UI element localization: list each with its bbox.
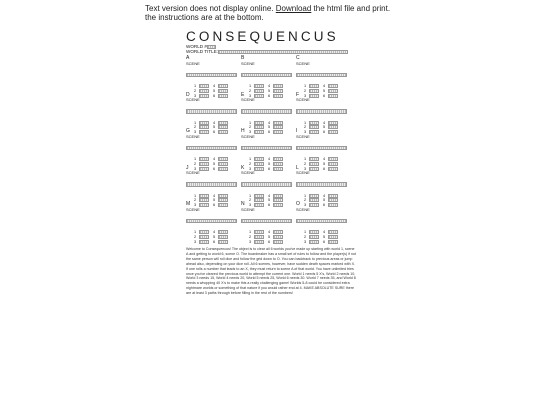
- scene-label: SCENE: [296, 170, 310, 175]
- roll-number: 1: [303, 230, 307, 234]
- roll-number: 6: [322, 93, 326, 98]
- roll-number: 4: [322, 230, 326, 234]
- scene-cell: [296, 128, 351, 171]
- roll-number: 6: [322, 166, 326, 171]
- roll-number: 4: [212, 157, 216, 161]
- world-title-blank[interactable]: [218, 50, 348, 54]
- roll-target-blank[interactable]: [199, 240, 209, 244]
- roll-target-blank[interactable]: [254, 240, 264, 244]
- game-sheet: [186, 29, 352, 244]
- roll-number: 6: [267, 93, 271, 98]
- roll-target-blank[interactable]: [273, 121, 283, 125]
- roll-number: 3: [303, 130, 307, 135]
- roll-number: 3: [303, 93, 307, 98]
- roll-number: 4: [322, 157, 326, 161]
- scene-title-blank[interactable]: [241, 109, 292, 114]
- game-title: CONSEQUENCUS: [186, 29, 339, 44]
- notice-instructions-hint: the instructions are at the bottom.: [145, 13, 264, 22]
- roll-number: 6: [322, 130, 326, 135]
- roll-number: 5: [267, 125, 271, 130]
- roll-number: 1: [248, 193, 252, 198]
- scene-title-blank[interactable]: [186, 219, 237, 224]
- roll-number: 1: [193, 84, 197, 88]
- roll-target-blank[interactable]: [309, 84, 319, 88]
- roll-number: 5: [267, 88, 271, 93]
- roll-number: 5: [212, 125, 216, 130]
- scene-cell: [186, 201, 241, 244]
- roll-number: 5: [212, 161, 216, 166]
- roll-number: 2: [193, 161, 197, 166]
- scene-title-blank[interactable]: [296, 109, 347, 114]
- notice-text-tail: the html file and print.: [311, 4, 391, 13]
- roll-number: 3: [303, 166, 307, 171]
- roll-number: 6: [212, 203, 216, 208]
- scene-title-blank[interactable]: [241, 182, 292, 187]
- scene-cell: [241, 201, 296, 244]
- scene-cell: [186, 55, 241, 98]
- roll-number: 1: [248, 120, 252, 125]
- roll-target-blank[interactable]: [199, 194, 209, 198]
- scene-letter: I: [296, 128, 298, 134]
- roll-number: 3: [193, 130, 197, 135]
- roll-number: 1: [248, 84, 252, 88]
- roll-number: 2: [193, 88, 197, 93]
- scene-cell: [241, 128, 296, 171]
- scene-title-blank[interactable]: [296, 219, 347, 224]
- scene-letter: N: [241, 201, 245, 207]
- roll-number: 2: [248, 161, 252, 166]
- scene-letter: K: [241, 164, 245, 171]
- scene-cell: [186, 164, 241, 208]
- roll-target-blank[interactable]: [254, 194, 264, 198]
- roll-target-blank[interactable]: [273, 240, 283, 244]
- roll-number: 5: [212, 198, 216, 203]
- scene-label: SCENE: [241, 170, 255, 175]
- roll-number: 3: [193, 166, 197, 171]
- roll-target-blank[interactable]: [218, 235, 228, 239]
- scene-letter: C: [296, 55, 300, 61]
- world-number-label: WORLD #: [186, 44, 207, 49]
- roll-target-blank[interactable]: [254, 157, 264, 161]
- roll-target-blank[interactable]: [309, 157, 319, 161]
- scene-letter: A: [186, 55, 190, 61]
- roll-number: 3: [303, 203, 307, 208]
- roll-number: 2: [303, 125, 307, 130]
- roll-number: 4: [322, 84, 326, 88]
- roll-target-blank[interactable]: [218, 230, 228, 234]
- roll-number: 4: [322, 120, 326, 125]
- scene-label: SCENE: [186, 170, 200, 175]
- notice-text: Text version does not display online.: [145, 4, 276, 13]
- roll-target-blank[interactable]: [328, 84, 338, 88]
- roll-number: 3: [248, 166, 252, 171]
- roll-target-blank[interactable]: [218, 84, 228, 88]
- scene-title-blank[interactable]: [296, 73, 347, 78]
- roll-number: 5: [322, 198, 326, 203]
- roll-number: 3: [248, 239, 252, 244]
- scene-letter: F: [296, 91, 300, 98]
- roll-number: 6: [267, 130, 271, 135]
- roll-number: 3: [248, 130, 252, 135]
- roll-number: 3: [193, 93, 197, 98]
- scene-label: SCENE: [296, 60, 310, 66]
- roll-number: 5: [322, 125, 326, 130]
- roll-number: 2: [248, 125, 252, 130]
- roll-number: 2: [248, 198, 252, 203]
- download-link[interactable]: Download: [275, 4, 312, 13]
- roll-number: 4: [212, 230, 216, 234]
- scene-label: SCENE: [241, 97, 255, 102]
- download-notice: [145, 4, 390, 22]
- roll-target-blank[interactable]: [309, 240, 319, 244]
- roll-number: 2: [303, 88, 307, 93]
- scene-label: SCENE: [241, 60, 255, 66]
- scene-title-blank[interactable]: [186, 109, 237, 114]
- roll-number: 3: [248, 93, 252, 98]
- roll-target-blank[interactable]: [273, 230, 283, 234]
- roll-target-blank[interactable]: [309, 230, 319, 234]
- roll-target-blank[interactable]: [309, 121, 319, 125]
- roll-target-blank[interactable]: [218, 121, 228, 125]
- roll-target-blank[interactable]: [254, 84, 264, 88]
- roll-target-blank[interactable]: [199, 157, 209, 161]
- roll-target-blank[interactable]: [254, 121, 264, 125]
- roll-number: 2: [248, 234, 252, 239]
- roll-number: 4: [322, 193, 326, 198]
- scene-cell: [296, 164, 351, 208]
- roll-number: 3: [193, 203, 197, 208]
- scene-title-blank[interactable]: [186, 182, 237, 187]
- roll-table: [191, 230, 241, 244]
- roll-number: 2: [248, 88, 252, 93]
- roll-number: 1: [193, 193, 197, 198]
- roll-number: 1: [248, 230, 252, 234]
- roll-number: 1: [193, 230, 197, 234]
- roll-target-blank[interactable]: [199, 235, 209, 239]
- scene-label: SCENE: [186, 97, 200, 102]
- roll-number: 4: [267, 84, 271, 88]
- roll-target-blank[interactable]: [273, 235, 283, 239]
- roll-number: 1: [193, 120, 197, 125]
- roll-number: 1: [303, 84, 307, 88]
- roll-number: 6: [212, 93, 216, 98]
- roll-number: 6: [212, 130, 216, 135]
- roll-target-blank[interactable]: [309, 194, 319, 198]
- roll-target-blank[interactable]: [199, 230, 209, 234]
- roll-number: 4: [267, 157, 271, 161]
- scene-label: SCENE: [241, 206, 255, 212]
- roll-number: 5: [212, 88, 216, 93]
- scene-letter: H: [241, 128, 245, 134]
- scene-title-blank[interactable]: [296, 182, 347, 187]
- roll-target-blank[interactable]: [199, 84, 209, 88]
- roll-number: 4: [267, 120, 271, 125]
- scene-title-blank[interactable]: [186, 73, 237, 78]
- roll-number: 3: [303, 239, 307, 244]
- roll-target-blank[interactable]: [218, 240, 228, 244]
- roll-target-blank[interactable]: [273, 194, 283, 198]
- roll-number: 4: [212, 193, 216, 198]
- world-number-blank[interactable]: [207, 45, 216, 49]
- roll-number: 6: [212, 166, 216, 171]
- roll-number: 1: [303, 157, 307, 161]
- roll-number: 2: [193, 198, 197, 203]
- scene-label: SCENE: [296, 97, 310, 102]
- scene-title-blank[interactable]: [241, 219, 292, 224]
- roll-target-blank[interactable]: [254, 235, 264, 239]
- scene-title-blank[interactable]: [296, 146, 347, 151]
- roll-number: 6: [267, 239, 271, 244]
- roll-table: [246, 230, 296, 244]
- roll-target-blank[interactable]: [199, 121, 209, 125]
- roll-number: 6: [322, 203, 326, 208]
- scene-cell: [241, 55, 296, 98]
- roll-table: [301, 230, 351, 244]
- roll-number: 5: [212, 234, 216, 239]
- scene-cell: [186, 91, 241, 135]
- roll-target-blank[interactable]: [328, 240, 338, 244]
- scene-letter: G: [186, 128, 190, 134]
- roll-number: 2: [303, 161, 307, 166]
- scene-title-blank[interactable]: [241, 73, 292, 78]
- roll-target-blank[interactable]: [328, 235, 338, 239]
- roll-target-blank[interactable]: [328, 121, 338, 125]
- roll-target-blank[interactable]: [273, 157, 283, 161]
- scene-label: SCENE: [186, 133, 200, 139]
- scene-letter: L: [296, 164, 299, 171]
- scene-label: SCENE: [186, 206, 200, 212]
- roll-number: 2: [303, 198, 307, 203]
- roll-number: 6: [212, 239, 216, 244]
- world-title-label: WORLD TITLE:: [186, 49, 219, 54]
- scene-cell: [296, 91, 351, 135]
- scene-title-blank[interactable]: [186, 146, 237, 151]
- roll-number: 1: [303, 120, 307, 125]
- scene-cell: [296, 55, 351, 98]
- scene-letter: M: [186, 201, 191, 207]
- roll-number: 3: [193, 239, 197, 244]
- roll-target-blank[interactable]: [309, 235, 319, 239]
- scene-letter: D: [186, 91, 190, 98]
- roll-number: 2: [193, 125, 197, 130]
- roll-number: 1: [303, 193, 307, 198]
- roll-number: 2: [303, 234, 307, 239]
- roll-number: 5: [322, 161, 326, 166]
- roll-number: 1: [193, 157, 197, 161]
- roll-number: 5: [267, 198, 271, 203]
- scene-title-blank[interactable]: [241, 146, 292, 151]
- scene-label: SCENE: [186, 60, 200, 66]
- roll-target-blank[interactable]: [218, 157, 228, 161]
- roll-number: 4: [212, 120, 216, 125]
- roll-number: 4: [267, 230, 271, 234]
- roll-number: 1: [248, 157, 252, 161]
- scene-letter: O: [296, 201, 300, 207]
- scene-grid: [186, 55, 352, 244]
- world-title-line: [186, 49, 352, 54]
- roll-number: 5: [322, 88, 326, 93]
- scene-letter: E: [241, 91, 245, 98]
- roll-number: 3: [248, 203, 252, 208]
- roll-target-blank[interactable]: [328, 230, 338, 234]
- scene-cell: [186, 128, 241, 171]
- roll-number: 6: [322, 239, 326, 244]
- roll-number: 2: [193, 234, 197, 239]
- scene-label: SCENE: [296, 206, 310, 212]
- roll-number: 4: [267, 193, 271, 198]
- scene-letter: B: [241, 55, 245, 61]
- scene-label: SCENE: [296, 133, 310, 139]
- scene-letter: J: [186, 164, 189, 171]
- roll-number: 5: [267, 234, 271, 239]
- roll-number: 5: [267, 161, 271, 166]
- roll-number: 4: [212, 84, 216, 88]
- instructions-text: Welcome to Consequencus! The object is to clear all 6 worlds you've made up starting with world 1, scene A and getting to world 6, scene O. The boardmaker has a small set of rules to follow and the player(s) if not the same person will roll dice and follow the grid down to O. You can backtrack to previous areas or jump ahead also, depending on your dice roll. All 6 scenes, however, have sudden death spaces marked with X. If one rolls a number that leads to an X, they must return to scene A of that world. You have unlimited tries once you've cleared the previous world to attempt the current one. World 1 needs 5 X's, World 2 needs 10, World 3 needs 15, World 4 needs 20, World 5 needs 25, World 6 needs 30. World 7 needs 35, and World 8 needs a whopping 40 X's to make this a really challenging game! Worlds 5-8 could be considered extra nightmare worlds or something of that nature if you would rather end at 4. MAKE ABSOLUTE SURE there are at least 3 paths through before filling in the rest of the numbers!: [186, 247, 356, 296]
- roll-target-blank[interactable]: [254, 230, 264, 234]
- roll-target-blank[interactable]: [328, 157, 338, 161]
- scene-cell: [241, 91, 296, 135]
- roll-target-blank[interactable]: [328, 194, 338, 198]
- scene-cell: [241, 164, 296, 208]
- scene-cell: [296, 201, 351, 244]
- roll-target-blank[interactable]: [218, 194, 228, 198]
- roll-number: 6: [267, 203, 271, 208]
- roll-target-blank[interactable]: [273, 84, 283, 88]
- roll-number: 5: [322, 234, 326, 239]
- roll-number: 6: [267, 166, 271, 171]
- scene-label: SCENE: [241, 133, 255, 139]
